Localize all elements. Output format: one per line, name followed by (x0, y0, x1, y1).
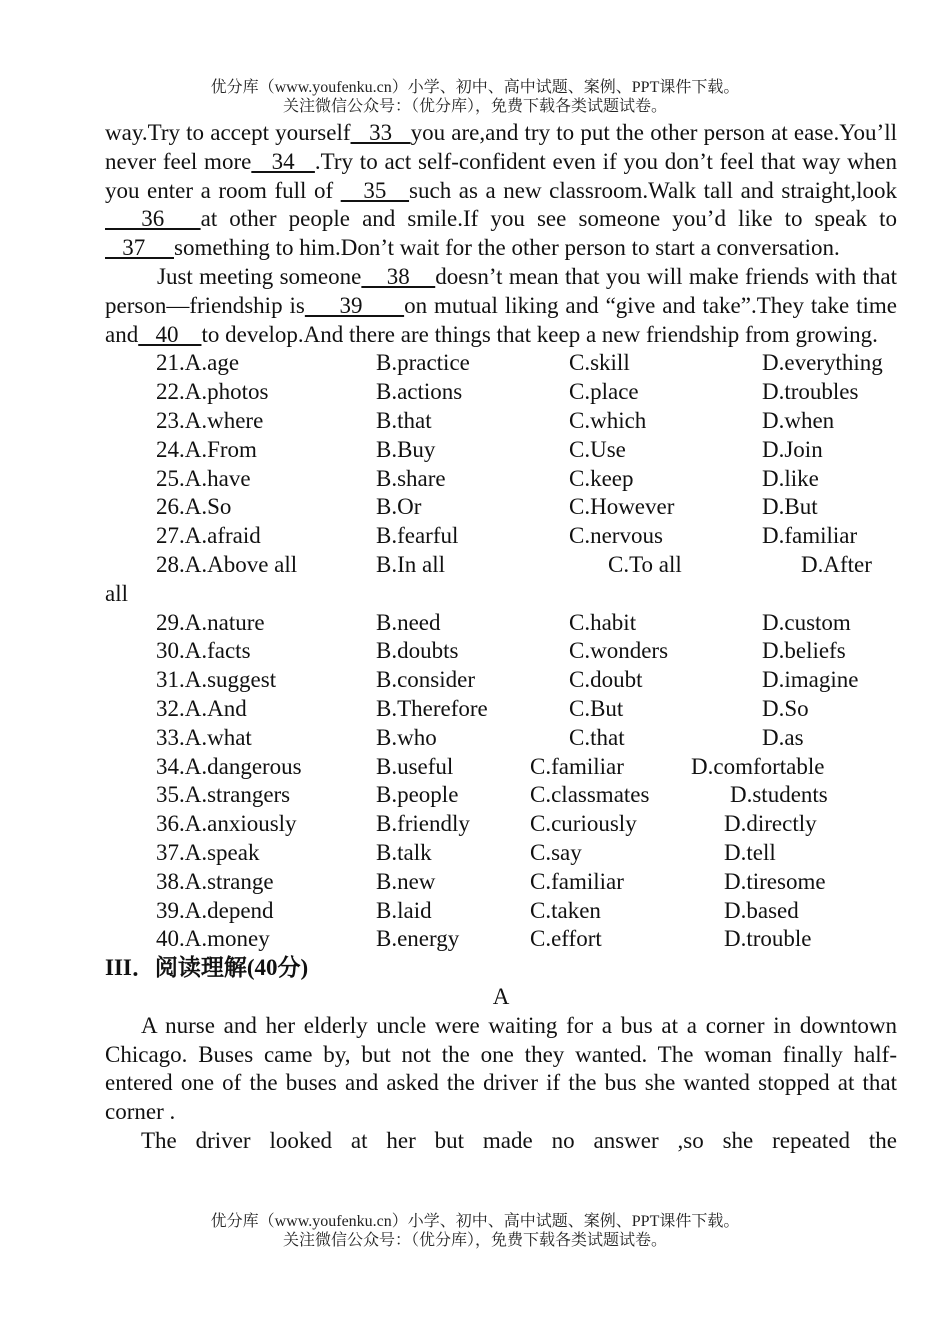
option-row-30: 30.A.facts B.doubts C.wonders D.beliefs (156, 638, 846, 664)
option-row-35: 35.A.strangers B.people C.classmates D.students (156, 782, 828, 808)
option-row-25: 25.A.have B.share C.keep D.like (156, 465, 819, 491)
option-row-36: 36.A.anxiously B.friendly C.curiously D.directly (156, 811, 817, 837)
page-header (0, 78, 950, 116)
options-list (105, 349, 897, 954)
blank-38: 38 (361, 263, 436, 289)
blank-37: 37 (105, 235, 174, 261)
option-row-26: 26.A.So B.Or C.However D.But (156, 494, 818, 520)
option-row-23: 23.A.where B.that C.which D.when (156, 407, 835, 433)
option-row-34: 34.A.dangerous B.useful C.familiar D.comfortable (156, 753, 825, 779)
option-row-39: 39.A.depend B.laid C.taken D.based (156, 897, 799, 923)
option-row-32: 32.A.And B.Therefore C.But D.So (156, 695, 809, 721)
cloze-paragraph-1: way.Try to accept yourself 33 you are,and try to put the other person at ease.You’ll never feel more 34 .Try to act self-confident even if you don’t feel that way when you enter a room full of 35 such as a new classroom.Walk tall and straight,look 36 at other people and smile.If you see someone you’d like to speak to 37 something to him.Don’t wait for the other person to start a conversation. (105, 120, 898, 261)
option-row-38: 38.A.strange B.new C.familiar D.tiresome (156, 868, 826, 894)
header-line-2: 关注微信公众号：（优分库），免费下载各类试题试卷。 (282, 98, 667, 115)
section-title: III．阅读理解(40分) (105, 955, 309, 981)
option-row-29: 29.A.nature B.need C.habit D.custom (156, 609, 851, 635)
footer-line-2: 关注微信公众号：（优分库），免费下载各类试题试卷。 (282, 1232, 667, 1249)
option-row-40: 40.A.money B.energy C.effort D.trouble (156, 926, 812, 952)
header-line-1: 优分库（www.youfenku.cn）小学、初中、高中试题、案例、PPT课件下载。 (210, 79, 740, 96)
option-row-27: 27.A.afraid B.fearful C.nervous D.familiar (156, 523, 858, 549)
option-row-22: 22.A.photos B.actions C.place D.troubles (156, 379, 859, 405)
blank-35: 35 (340, 177, 410, 203)
option-row-28: 28.A.Above all B.In all C.To all D.After (156, 551, 872, 577)
blank-33: 33 (350, 120, 411, 145)
page-content (105, 119, 897, 1156)
passage-label: A (492, 983, 510, 1009)
blank-40: 40 (138, 321, 202, 347)
option-row-33: 33.A.what B.who C.that D.as (156, 724, 804, 750)
cloze-paragraph-2: Just meeting someone 38 doesn’t mean that you will make friends with that person—friendship is 39 on mutual liking and “give and take”.They take time and 40 to develop.And there are things that keep a new friendship from growing. (105, 263, 898, 347)
option-row-37: 37.A.speak B.talk C.say D.tell (156, 839, 776, 865)
reading-paragraph-2: The driver looked at her but made no answer ,so she repeated the (141, 1127, 897, 1153)
page-footer (0, 1212, 950, 1250)
footer-line-1: 优分库（www.youfenku.cn）小学、初中、高中试题、案例、PPT课件下载。 (210, 1213, 740, 1230)
reading-paragraph-1: A nurse and her elderly uncle were waiting for a bus at a corner in downtown Chicago. Buses came by, but not the one they wanted. The woman finally half-entered one of the buses and asked the driver if the bus she wanted stopped at that corner . (105, 1012, 897, 1125)
option-row-31: 31.A.suggest B.consider C.doubt D.imagine (156, 667, 859, 693)
blank-34: 34 (251, 148, 315, 174)
blank-36: 36 (105, 206, 201, 232)
option-row-28-wrap: all (105, 580, 128, 606)
option-row-21: 21.A.age B.practice C.skill D.everything (156, 350, 883, 376)
option-row-24: 24.A.From B.Buy C.Use D.Join (156, 436, 823, 462)
blank-39: 39 (304, 292, 405, 318)
